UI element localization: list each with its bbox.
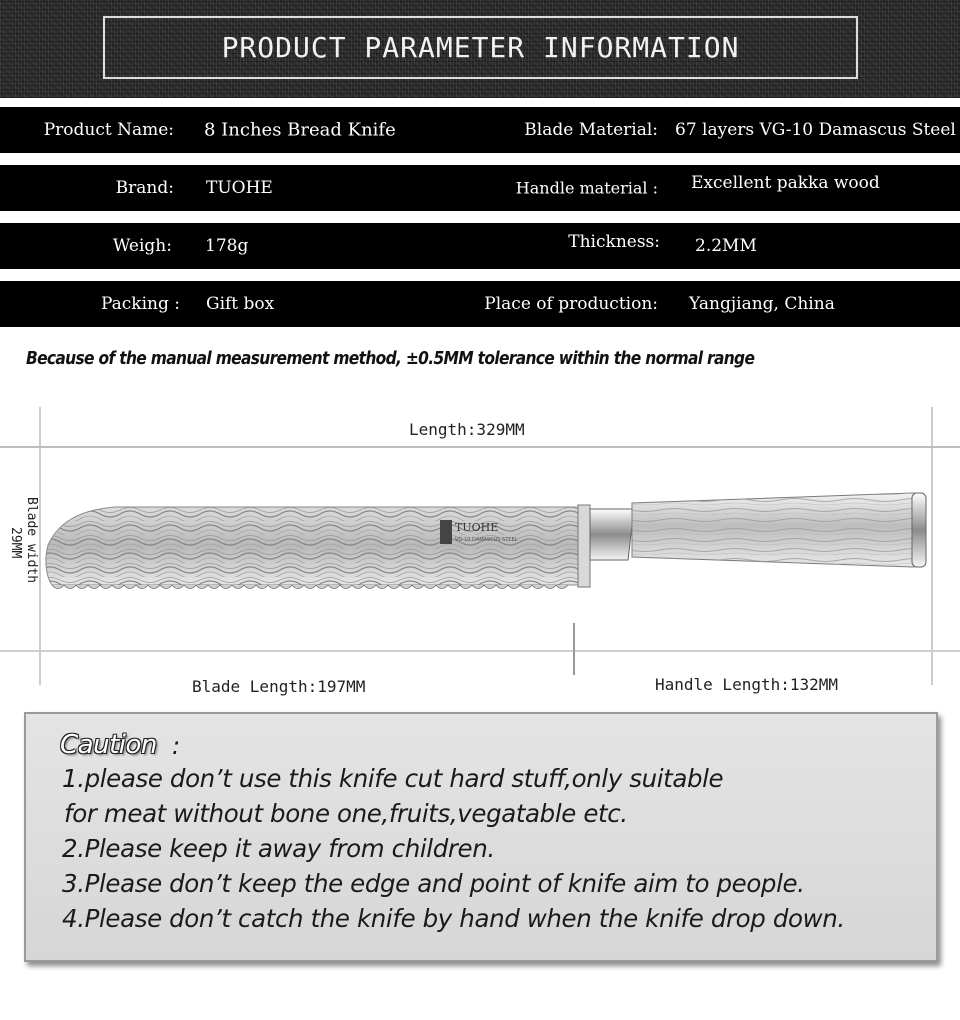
- bolster: [590, 509, 634, 560]
- handle-endcap: [912, 493, 926, 567]
- svg-text:VG-10 DAMASCUS STEEL: VG-10 DAMASCUS STEEL: [455, 537, 518, 543]
- spec-row-weight: [0, 223, 960, 269]
- bolster-plate: [578, 505, 590, 587]
- spec-value-product-name: 8 Inches Bread Knife: [204, 119, 396, 141]
- spec-label-brand: Brand:: [115, 178, 174, 198]
- spec-value-blade-material: 67 layers VG-10 Damascus Steel: [675, 120, 956, 140]
- logo-mark: [440, 520, 452, 544]
- spec-row-brand: [0, 165, 960, 211]
- header-banner: [0, 0, 960, 98]
- spec-value-thickness: 2.2MM: [695, 236, 757, 256]
- caution-colon: :: [172, 732, 181, 760]
- spec-value-handle-material: Excellent pakka wood: [691, 173, 880, 194]
- spec-value-brand: TUOHE: [206, 178, 273, 198]
- knife-illustration: [0, 395, 960, 705]
- blade-width-value: 29MM: [8, 527, 23, 559]
- header-frame: [103, 16, 858, 79]
- caution-line-1b: for meat without bone one,fruits,vegatable etc.: [64, 799, 628, 828]
- handle-grain: [632, 493, 922, 567]
- spec-value-packing: Gift box: [206, 294, 275, 314]
- spec-row-product-name: [0, 107, 960, 153]
- spec-row-packing: [0, 281, 960, 327]
- caution-title: Caution: [60, 730, 157, 760]
- handle-length-label: Handle Length:132MM: [655, 675, 839, 694]
- length-label: Length:329MM: [409, 420, 525, 439]
- blade-length-label: Blade Length:197MM: [192, 677, 366, 696]
- spec-value-weight: 178g: [205, 236, 249, 256]
- caution-line-1: 1.please don’t use this knife cut hard stuff,only suitable: [62, 764, 724, 793]
- logo-text: TUOHE: [455, 521, 499, 534]
- blade-width-annotation: [4, 495, 44, 605]
- spec-value-place-of-production: Yangjiang, China: [689, 294, 835, 314]
- knife-diagram: [0, 395, 960, 705]
- spec-label-product-name: Product Name:: [43, 120, 174, 140]
- spec-label-blade-material: Blade Material:: [524, 120, 658, 140]
- spec-label-packing: Packing :: [100, 294, 180, 314]
- spec-label-place-of-production: Place of production:: [484, 294, 658, 314]
- caution-line-4: 4.Please don’t catch the knife by hand when the knife drop down.: [62, 904, 845, 933]
- page-title: PRODUCT PARAMETER INFORMATION: [221, 31, 740, 64]
- spec-label-handle-material: Handle material :: [515, 178, 658, 198]
- caution-line-3: 3.Please don’t keep the edge and point of knife aim to people.: [62, 869, 805, 898]
- tolerance-note: Because of the manual measurement method, ±0.5MM tolerance within the normal range: [26, 348, 755, 369]
- serrated-edge: [52, 585, 568, 589]
- blade-damascus-pattern: [46, 507, 578, 585]
- spec-label-thickness: Thickness:: [568, 232, 660, 253]
- caution-box: [24, 712, 938, 962]
- spec-label-weight: Weigh:: [112, 236, 172, 256]
- caution-line-2: 2.Please keep it away from children.: [62, 834, 495, 863]
- blade-width-label: Blade width: [24, 497, 39, 584]
